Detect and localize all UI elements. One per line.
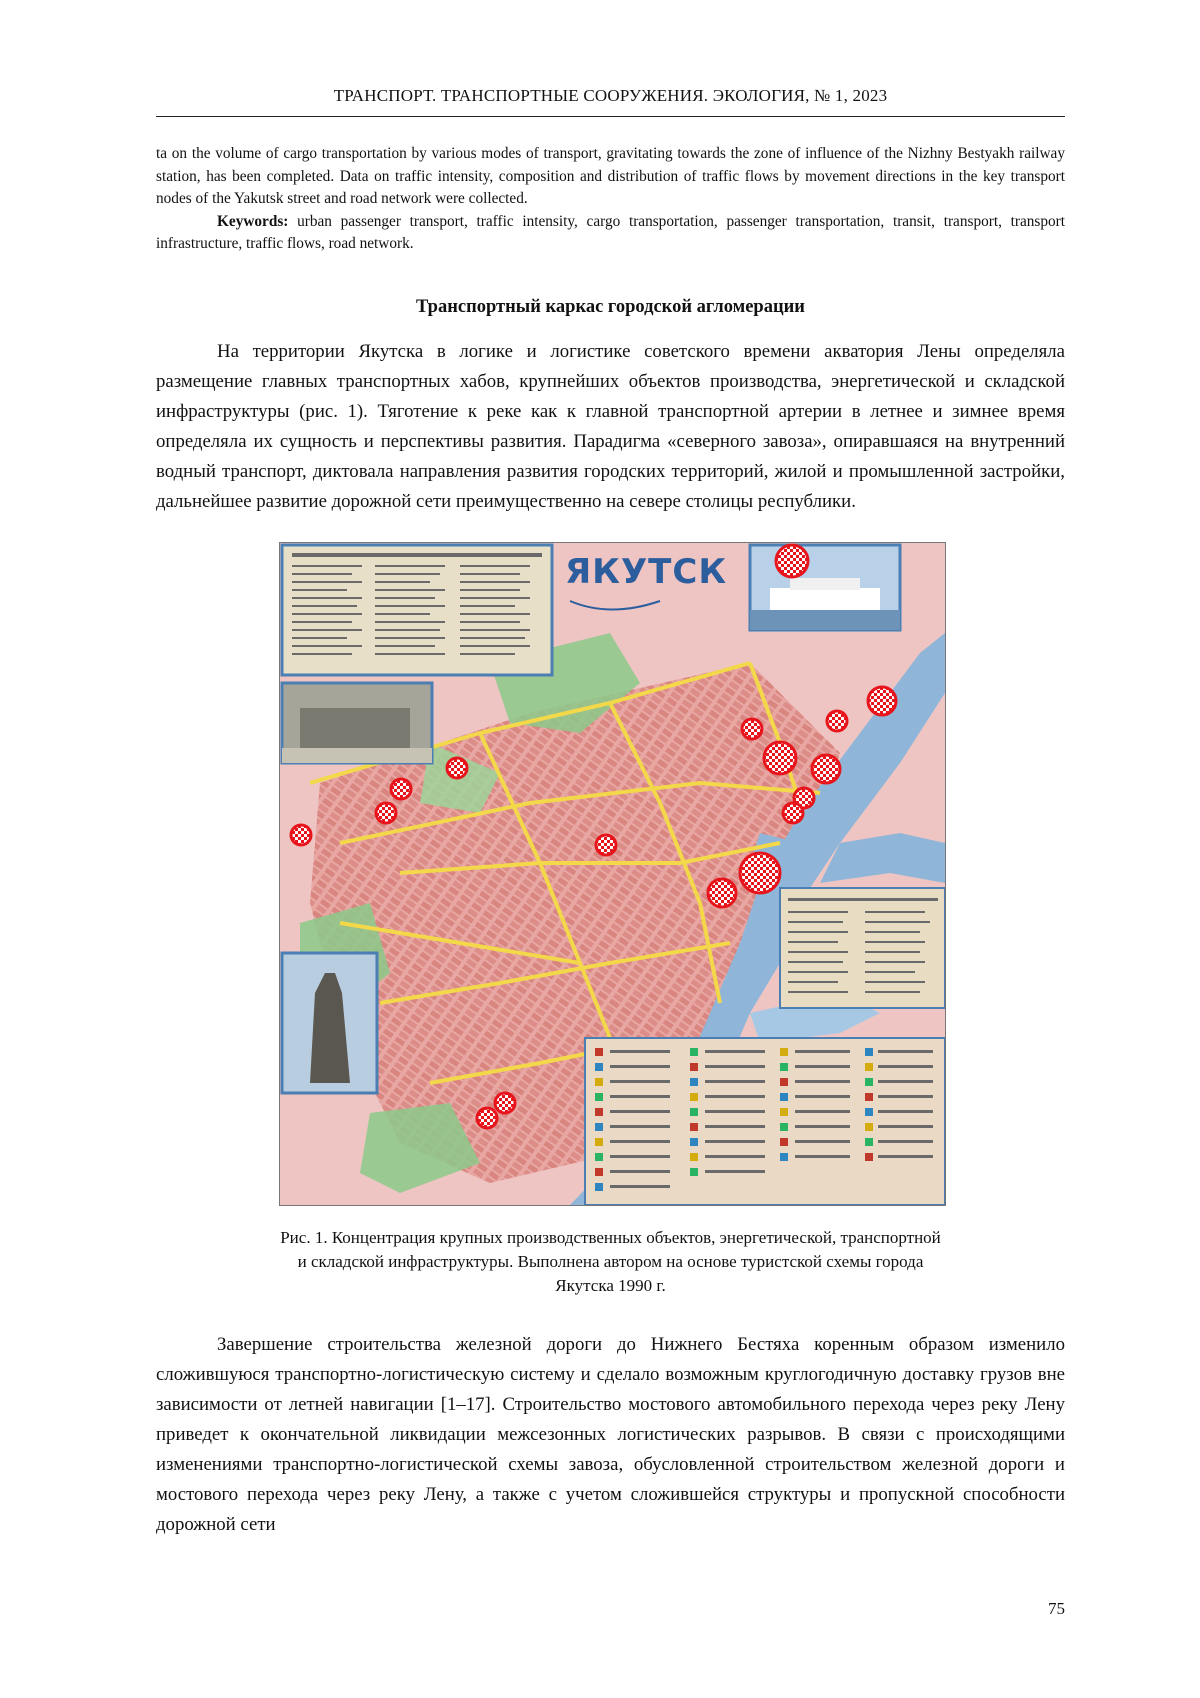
red-circle-checker-icon xyxy=(477,1108,497,1128)
ship-deck xyxy=(790,578,860,590)
keywords-label: Keywords: xyxy=(217,213,288,230)
body-paragraph-1 xyxy=(156,337,1065,517)
red-circle-checker-icon xyxy=(391,779,411,799)
red-circle-checker-icon xyxy=(708,879,736,907)
building-ground xyxy=(282,748,432,763)
header-rule xyxy=(156,116,1065,117)
red-circle-checker-icon xyxy=(764,742,796,774)
red-circle-checker-icon xyxy=(376,803,396,823)
abstract-text: ta on the volume of cargo transportation by various modes of transport, gravitating towards the zone of influence of the Nizhny Bestyakh railway station, has been completed. Data on traffic intensity, composition and distribution of traffic flows by movement directions in the key transport nodes of the Yakutsk street and road network were collected. xyxy=(156,143,1065,211)
red-circle-checker-icon xyxy=(291,825,311,845)
red-circle-checker-icon xyxy=(742,719,762,739)
red-circle-checker-icon xyxy=(812,755,840,783)
caption-line-1: Рис. 1. Концентрация крупных производственных объектов, энергетической, транспортной xyxy=(156,1226,1065,1250)
ship-hull xyxy=(770,588,880,610)
caption-line-3: Якутска 1990 г. xyxy=(156,1274,1065,1298)
caption-line-2: и складской инфраструктуры. Выполнена автором на основе туристской схемы города xyxy=(156,1250,1065,1274)
red-circle-checker-icon xyxy=(740,853,780,893)
red-circle-checker-icon xyxy=(447,758,467,778)
map-title: ЯКУТСК xyxy=(565,552,727,592)
figure-map-yakutsk xyxy=(279,542,946,1206)
abstract-continuation xyxy=(156,143,1065,256)
paragraph-1-text: На территории Якутска в логике и логистике советского времени акватория Лены определяла размещение главных транспортных хабов, крупнейших объектов производства, энергетической и складской инфраструктуры (рис. 1). Тяготение к реке как к главной транспортной артерии в летнее и зимнее время определяла их сущность и перспективы развития. Парадигма «северного завоза», опиравшаяся на внутренний водный транспорт, диктовала направления развития городских территорий, жилой и промышленной застройки, дальнейшее развитие дорожной сети преимущественно на севере столицы республики. xyxy=(156,337,1065,517)
red-circle-checker-icon xyxy=(783,803,803,823)
red-circle-checker-icon xyxy=(596,835,616,855)
red-circle-checker-icon xyxy=(827,711,847,731)
figure-caption xyxy=(156,1226,1065,1298)
object-index-panel xyxy=(780,888,945,1008)
journal-header: ТРАНСПОРТ. ТРАНСПОРТНЫЕ СООРУЖЕНИЯ. ЭКОЛОГИЯ, № 1, 2023 xyxy=(156,86,1065,106)
legend-panel xyxy=(585,1038,945,1205)
red-circle-checker-icon xyxy=(868,687,896,715)
red-circle-checker-icon xyxy=(776,545,808,577)
section-title: Транспортный каркас городской агломерации xyxy=(156,297,1065,318)
page-number: 75 xyxy=(1040,1599,1065,1619)
keywords-text: urban passenger transport, traffic intensity, cargo transportation, passenger transportation, transit, transport, transport infrastructure, traffic flows, road network. xyxy=(156,213,1065,253)
red-circle-checker-icon xyxy=(495,1093,515,1113)
map-image xyxy=(280,543,945,1205)
body-paragraph-2 xyxy=(156,1330,1065,1540)
ship-water xyxy=(750,610,900,630)
building-shape xyxy=(300,708,410,748)
keywords-paragraph xyxy=(156,211,1065,256)
paragraph-2-text: Завершение строительства железной дороги до Нижнего Бестяха коренным образом изменило сложившуюся транспортно-логистическую систему и сделало возможным круглогодичную доставку грузов вне зависимости от летней навигации [1–17]. Строительство мостового автомобильного перехода через реку Лену приведет к окончательной ликвидации межсезонных логистических разрывов. В связи с происходящими изменениями транспортно-логистической схемы завоза, обусловленной строительством железной дороги и мостового перехода через реку Лену, а также с учетом сложившейся структуры и пропускной способности дорожной сети xyxy=(156,1330,1065,1540)
street-index-panel xyxy=(282,545,552,675)
